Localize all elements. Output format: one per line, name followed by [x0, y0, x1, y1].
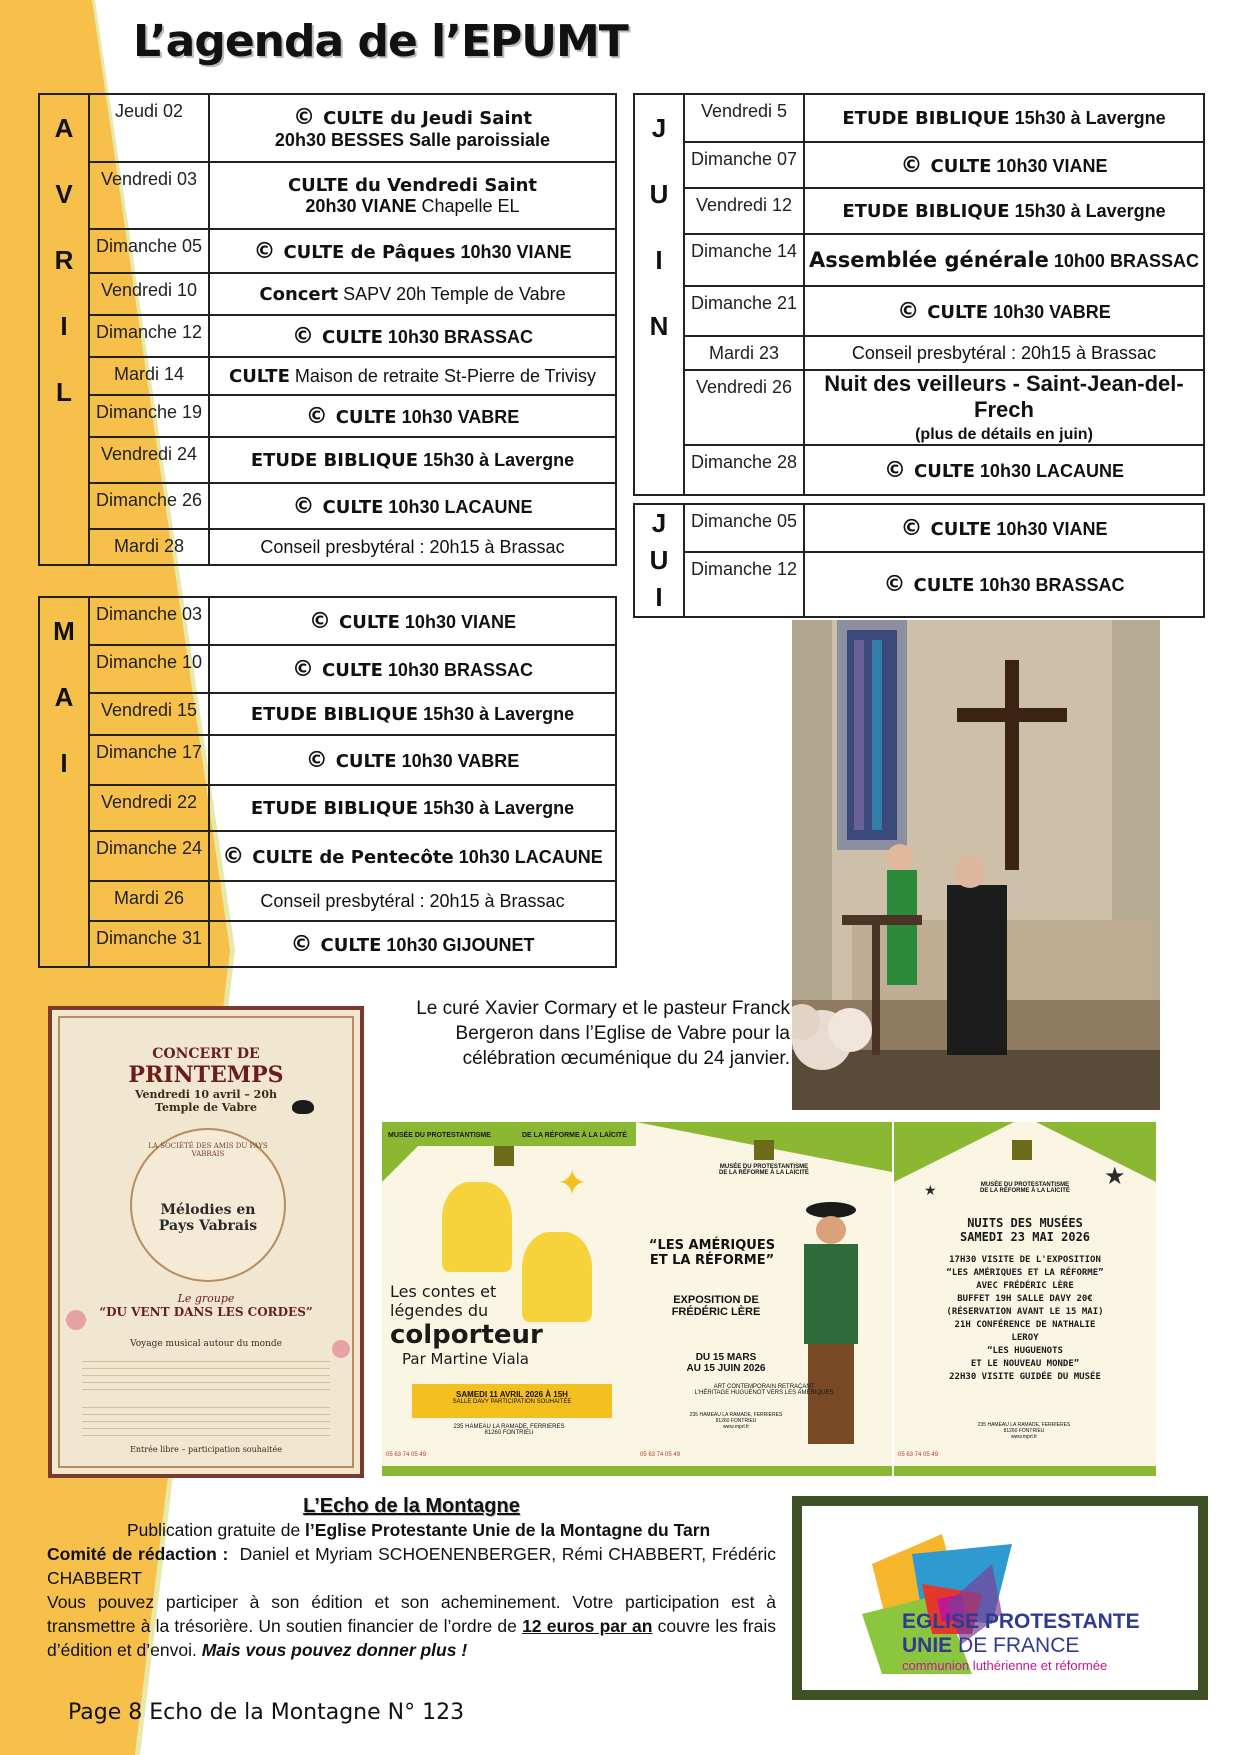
agenda-event: © CULTE du Jeudi Saint 20h30 BESSES Salle paroissiale [209, 94, 616, 162]
agenda-event: © CULTE 10h30 BRASSAC [804, 552, 1204, 617]
agenda-day: Mardi 14 [89, 357, 209, 395]
agenda-row [39, 315, 616, 357]
page-footer: Page 8 Echo de la Montagne N° 123 [68, 1700, 465, 1725]
agenda-event: ETUDE BIBLIQUE 15h30 à Lavergne [209, 693, 616, 735]
agenda-event: © CULTE 10h30 VIANE [804, 142, 1204, 188]
agenda-day: Dimanche 17 [89, 735, 209, 785]
copyright-icon: © [900, 515, 923, 541]
page-title: L’agenda de l’EPUMT [133, 16, 628, 67]
agenda-row [39, 735, 616, 785]
agenda-day: Vendredi 26 [684, 370, 804, 445]
agenda-event: Conseil presbytéral : 20h15 à Brassac [209, 881, 616, 921]
star-icon: ★ [924, 1182, 937, 1198]
flower-icon [66, 1310, 86, 1330]
agenda-event: Concert SAPV 20h Temple de Vabre [209, 273, 616, 315]
child-reading-illustration [442, 1182, 512, 1272]
copyright-icon: © [305, 747, 328, 773]
agenda-row [39, 94, 616, 162]
copyright-icon: © [292, 656, 315, 682]
star-icon: ✦ [557, 1162, 588, 1203]
agenda-day: Vendredi 03 [89, 162, 209, 229]
copyright-icon: © [253, 238, 276, 264]
museum-poster-ameriques: MUSÉE DU PROTESTANTISME DE LA RÉFORME À LA LAÏCITÉ “LES AMÉRIQUES ET LA RÉFORME” EXPOSITION DE FRÉDÉRIC LÈRE DU 15 MARS AU 15 JUIN 2026 ART CONTEMPORAIN RETRAÇANT L'HÉRITAGE HUGUENOT VERS LES AMÉRIQUES 235 HAMEAU LA RAMADE, FERRIERES 81260 FONTRIEU www.mprl.fr 05 63 74 05 49 [636, 1122, 892, 1476]
agenda-event: ETUDE BIBLIQUE 15h30 à Lavergne [209, 785, 616, 831]
concert-bird-icon [292, 1100, 314, 1114]
month-label: M A I [39, 597, 89, 967]
agenda-day: Vendredi 10 [89, 273, 209, 315]
church-photo [792, 620, 1160, 1110]
agenda-day: Dimanche 10 [89, 645, 209, 693]
copyright-icon: © [290, 931, 313, 957]
june-agenda-table [633, 93, 1205, 496]
agenda-event: Conseil presbytéral : 20h15 à Brassac [804, 336, 1204, 370]
april-agenda-table [38, 93, 617, 566]
agenda-row [39, 529, 616, 565]
agenda-event: © CULTE 10h30 GIJOUNET [209, 921, 616, 967]
copyright-icon: © [293, 105, 316, 130]
agenda-day: Dimanche 31 [89, 921, 209, 967]
agenda-event: ETUDE BIBLIQUE 15h30 à Lavergne [804, 94, 1204, 142]
agenda-event: © CULTE 10h30 BRASSAC [209, 645, 616, 693]
agenda-event: Conseil presbytéral : 20h15 à Brassac [209, 529, 616, 565]
echo-title: L’Echo de la Montagne [303, 1495, 520, 1517]
huguenot-figure-illustration [786, 1202, 876, 1452]
agenda-row [39, 357, 616, 395]
agenda-row [39, 693, 616, 735]
agenda-event: © CULTE de Pâques 10h30 VIANE [209, 229, 616, 273]
agenda-event: © CULTE 10h30 VIANE [209, 597, 616, 645]
agenda-day: Mardi 28 [89, 529, 209, 565]
agenda-day: Dimanche 07 [684, 142, 804, 188]
agenda-event: © CULTE 10h30 BRASSAC [209, 315, 616, 357]
month-label: A V R I L [39, 94, 89, 565]
museum-logo [754, 1140, 774, 1160]
agenda-row [39, 921, 616, 967]
star-icon: ★ [1104, 1163, 1126, 1190]
agenda-day: Dimanche 21 [684, 286, 804, 336]
agenda-day: Vendredi 5 [684, 94, 804, 142]
agenda-row [39, 437, 616, 483]
agenda-event: © CULTE 10h30 LACAUNE [209, 483, 616, 529]
agenda-row [39, 831, 616, 881]
copyright-icon: © [305, 403, 328, 429]
agenda-event: © CULTE 10h30 VABRE [209, 735, 616, 785]
agenda-day: Dimanche 24 [89, 831, 209, 881]
agenda-day: Vendredi 22 [89, 785, 209, 831]
flower-icon [332, 1340, 350, 1358]
agenda-row [634, 504, 1204, 552]
agenda-day: Mardi 23 [684, 336, 804, 370]
concert-poster: CONCERT DE PRINTEMPS Vendredi 10 avril – 20h Temple de Vabre LA SOCIÉTÉ DES AMIS DU PAYS VABRAIS Mélodies en Pays Vabrais Le groupe “DU VENT DANS LES CORDES” Voyage musical autour du monde Entrée libre – participation souhaitée [48, 1006, 364, 1478]
agenda-row [39, 395, 616, 437]
agenda-day: Dimanche 26 [89, 483, 209, 529]
epudf-logo-frame: EGLISE PROTESTANTE UNIE DE FRANCE communion luthérienne et réformée [792, 1496, 1208, 1700]
july-agenda-table [633, 503, 1205, 618]
agenda-day: Dimanche 14 [684, 234, 804, 286]
agenda-row [634, 336, 1204, 370]
agenda-event: ETUDE BIBLIQUE 15h30 à Lavergne [804, 188, 1204, 234]
copyright-icon: © [883, 572, 906, 598]
agenda-row [634, 142, 1204, 188]
copyright-icon: © [897, 298, 920, 324]
agenda-event: © CULTE de Pentecôte 10h30 LACAUNE [209, 831, 616, 881]
agenda-day: Dimanche 28 [684, 445, 804, 495]
agenda-day: Dimanche 05 [89, 229, 209, 273]
museum-logo [494, 1146, 514, 1166]
agenda-day: Dimanche 12 [89, 315, 209, 357]
museum-poster-nuit-musees: ★ ★ MUSÉE DU PROTESTANTISME DE LA RÉFORME À LA LAÏCITÉ NUITS DES MUSÉES SAMEDI 23 MAI 2026 17H30 VISITE DE L'EXPOSITION “LES AMÉRIQUES ET LA RÉFORME” AVEC FRÉDÉRIC LÈRE BUFFET 19H SALLE DAVY 20€ (RÉSERVATION AVANT LE 15 MAI) 21H CONFÉRENCE DE NATHALIE LEROY “LES HUGUENOTS ET LE NOUVEAU MONDE” 22H30 VISITE GUIDÉE DU MUSÉE 235 HAMEAU LA RAMADE, FERRIERES 81260 FONTRIEU www.mprl.fr 05 63 74 05 49 [894, 1122, 1156, 1476]
agenda-row [39, 162, 616, 229]
agenda-event: Nuit des veilleurs - Saint-Jean-del-Frech (plus de détails en juin) [804, 370, 1204, 445]
copyright-icon: © [309, 608, 332, 634]
agenda-row [634, 188, 1204, 234]
museum-logo [1012, 1140, 1032, 1160]
agenda-row [39, 785, 616, 831]
copyright-icon: © [900, 152, 923, 178]
agenda-event: © CULTE 10h30 VIANE [804, 504, 1204, 552]
agenda-row [634, 94, 1204, 142]
agenda-day: Mardi 26 [89, 881, 209, 921]
agenda-day: Jeudi 02 [89, 94, 209, 162]
agenda-row [634, 234, 1204, 286]
agenda-row [634, 445, 1204, 495]
echo-participation: Vous pouvez participer à son édition et son acheminement. Votre participation est à transmettre à la trésorière. Un soutien financier de l’ordre de 12 euros par an couvre les frais d’édition et d’envoi. Mais vous pouvez donner plus ! [47, 1592, 776, 1660]
agenda-row [39, 229, 616, 273]
agenda-day: Dimanche 05 [684, 504, 804, 552]
may-agenda-table [38, 596, 617, 968]
copyright-icon: © [292, 323, 315, 349]
agenda-event: © CULTE 10h30 LACAUNE [804, 445, 1204, 495]
agenda-event: CULTE Maison de retraite St-Pierre de Trivisy [209, 357, 616, 395]
echo-publication: Publication gratuite de l’Eglise Protestante Unie de la Montagne du Tarn [127, 1520, 711, 1540]
agenda-row [39, 273, 616, 315]
agenda-event: CULTE du Vendredi Saint 20h30 VIANE Chapelle EL [209, 162, 616, 229]
agenda-row [634, 552, 1204, 617]
agenda-day: Vendredi 24 [89, 437, 209, 483]
copyright-icon: © [884, 457, 907, 483]
agenda-row [39, 645, 616, 693]
agenda-day: Dimanche 12 [684, 552, 804, 617]
agenda-day: Dimanche 19 [89, 395, 209, 437]
agenda-row [634, 370, 1204, 445]
photo-caption: Le curé Xavier Cormary et le pasteur Franck Bergeron dans l’Eglise de Vabre pour la célébration œcuménique du 24 janvier. [416, 998, 790, 1069]
agenda-event: © CULTE 10h30 VABRE [209, 395, 616, 437]
agenda-event: Assemblée générale 10h00 BRASSAC [804, 234, 1204, 286]
agenda-event: © CULTE 10h30 VABRE [804, 286, 1204, 336]
museum-poster-colporteur: MUSÉE DU PROTESTANTISME DE LA RÉFORME À LA LAÏCITÉ ✦ Les contes et légendes du colporteur Par Martine Viala SAMEDI 11 AVRIL 2026 À 15H SALLE DAVY PARTICIPATION SOUHAITÉE 235 HAMEAU LA RAMADE, FERRIERES 81260 FONTRIEU 05 63 74 05 49 [382, 1122, 636, 1476]
echo-section [47, 1494, 776, 1662]
copyright-icon: © [292, 493, 315, 519]
agenda-row [39, 881, 616, 921]
agenda-event: ETUDE BIBLIQUE 15h30 à Lavergne [209, 437, 616, 483]
agenda-day: Dimanche 03 [89, 597, 209, 645]
month-label: J U I [634, 504, 684, 617]
copyright-icon: © [222, 843, 245, 869]
agenda-day: Vendredi 15 [89, 693, 209, 735]
month-label: J U I N [634, 94, 684, 495]
agenda-row [39, 597, 616, 645]
agenda-day: Vendredi 12 [684, 188, 804, 234]
agenda-row [39, 483, 616, 529]
agenda-row [634, 286, 1204, 336]
echo-comite: Comité de rédaction : Daniel et Myriam SCHOENENBERGER, Rémi CHABBERT, Frédéric CHABBERT [47, 1544, 776, 1588]
